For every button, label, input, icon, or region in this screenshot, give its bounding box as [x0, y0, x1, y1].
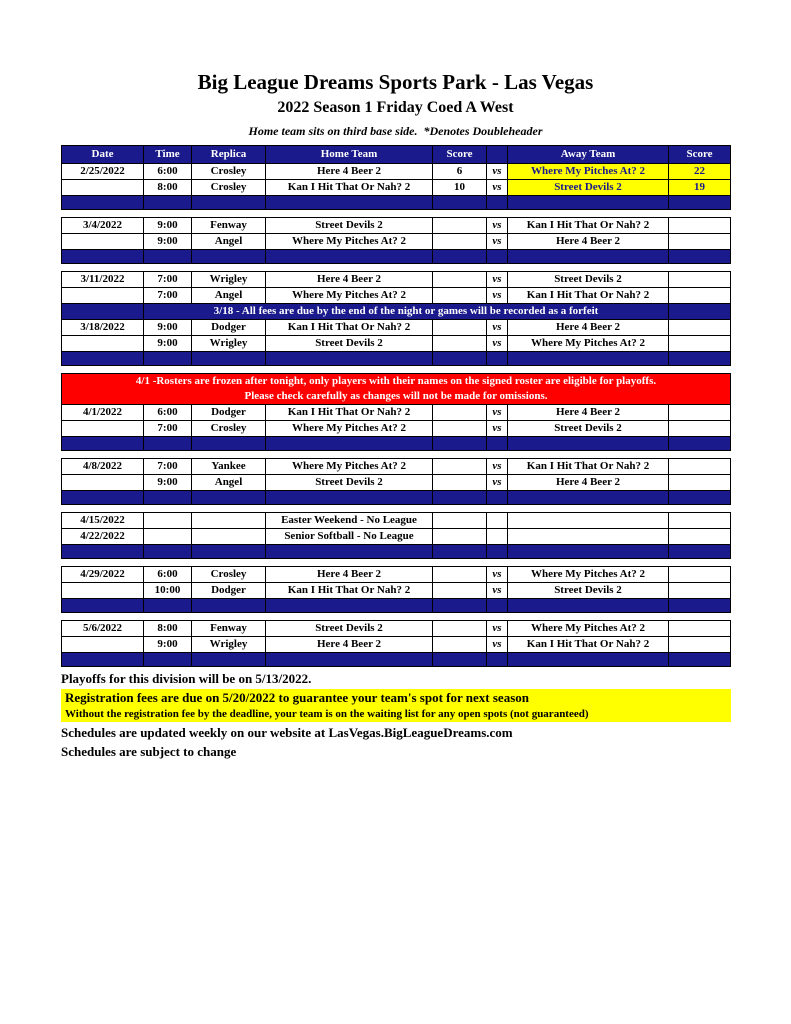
column-header-away-team: Away Team [507, 146, 668, 163]
schedule-table [61, 145, 731, 667]
time-cell [143, 545, 191, 558]
date-cell [61, 653, 143, 666]
home-team-cell: Kan I Hit That Or Nah? 2 [265, 320, 432, 335]
date-cell: 3/11/2022 [61, 272, 143, 287]
roster-freeze-note-row [61, 373, 731, 405]
away-score-cell [668, 336, 731, 351]
home-team-cell: Street Devils 2 [265, 336, 432, 351]
replica-cell: Crosley [191, 421, 265, 436]
away-score-cell [668, 475, 731, 490]
replica-cell: Angel [191, 234, 265, 249]
home-score-cell [432, 491, 486, 504]
roster-freeze-note [61, 374, 731, 404]
home-score-cell: 10 [432, 180, 486, 195]
date-cell [61, 250, 143, 263]
time-cell [143, 599, 191, 612]
home-team-cell: Kan I Hit That Or Nah? 2 [265, 405, 432, 420]
home-score-cell [432, 621, 486, 636]
time-cell [143, 653, 191, 666]
away-team-cell: Here 4 Beer 2 [507, 405, 668, 420]
subject-to-change-note: Schedules are subject to change [61, 744, 237, 759]
away-team-cell: Kan I Hit That Or Nah? 2 [507, 218, 668, 233]
away-score-cell [668, 196, 731, 209]
time-cell [143, 250, 191, 263]
time-cell [143, 491, 191, 504]
date-cell [61, 583, 143, 598]
away-score-cell [668, 272, 731, 287]
away-team-cell: Kan I Hit That Or Nah? 2 [507, 459, 668, 474]
note-left-cell [61, 304, 143, 319]
game-row [61, 637, 731, 653]
home-team-cell [265, 250, 432, 263]
home-score-cell [432, 637, 486, 652]
away-score-cell [668, 621, 731, 636]
home-team-cell: Senior Softball - No League [265, 529, 432, 544]
away-team-cell [507, 250, 668, 263]
home-score-cell [432, 529, 486, 544]
game-row [61, 458, 731, 475]
away-team-cell: Here 4 Beer 2 [507, 475, 668, 490]
home-team-cell [265, 545, 432, 558]
roster-freeze-note-line: Please check carefully as changes will not be made for omissions. [244, 390, 548, 402]
time-cell: 7:00 [143, 421, 191, 436]
home-team-cell [265, 437, 432, 450]
game-row [61, 620, 731, 637]
home-score-cell [432, 336, 486, 351]
away-score-cell: 19 [668, 180, 731, 195]
vs-cell: vs [486, 288, 507, 303]
vs-cell: vs [486, 637, 507, 652]
home-score-cell [432, 545, 486, 558]
note-right-cell [668, 304, 731, 319]
vs-cell [486, 513, 507, 528]
replica-cell: Angel [191, 475, 265, 490]
home-team-cell: Here 4 Beer 2 [265, 272, 432, 287]
away-team-cell [507, 437, 668, 450]
vs-cell [486, 529, 507, 544]
home-team-cell: Where My Pitches At? 2 [265, 459, 432, 474]
away-score-cell [668, 437, 731, 450]
away-score-cell [668, 250, 731, 263]
vs-cell [486, 437, 507, 450]
home-score-cell [432, 352, 486, 365]
group-gap [61, 451, 731, 458]
page-subtitle: 2022 Season 1 Friday Coed A West [277, 99, 514, 116]
group-gap [61, 613, 731, 620]
game-row [61, 180, 731, 196]
away-team-cell: Street Devils 2 [507, 272, 668, 287]
game-row [61, 405, 731, 421]
home-team-cell [265, 653, 432, 666]
away-score-cell [668, 637, 731, 652]
home-score-cell [432, 459, 486, 474]
column-header-home-score: Score [432, 146, 486, 163]
time-cell: 9:00 [143, 218, 191, 233]
away-team-cell: Street Devils 2 [507, 583, 668, 598]
date-cell: 3/4/2022 [61, 218, 143, 233]
home-score-cell [432, 421, 486, 436]
time-cell [143, 513, 191, 528]
away-team-cell: Where My Pitches At? 2 [507, 164, 668, 179]
away-score-cell [668, 583, 731, 598]
vs-cell: vs [486, 218, 507, 233]
replica-cell [191, 352, 265, 365]
away-team-cell [507, 196, 668, 209]
time-cell: 8:00 [143, 621, 191, 636]
time-cell: 7:00 [143, 288, 191, 303]
away-score-cell [668, 320, 731, 335]
home-score-cell [432, 437, 486, 450]
away-team-cell [507, 545, 668, 558]
group-gap [61, 559, 731, 566]
game-row [61, 583, 731, 599]
date-cell [61, 180, 143, 195]
away-score-cell [668, 599, 731, 612]
date-cell [61, 352, 143, 365]
vs-cell [486, 653, 507, 666]
vs-cell: vs [486, 320, 507, 335]
replica-cell: Wrigley [191, 637, 265, 652]
replica-cell: Dodger [191, 405, 265, 420]
roster-freeze-note-line: 4/1 -Rosters are frozen after tonight, only players with their names on the signed roster are eligible for playoffs. [135, 375, 657, 387]
away-team-cell [507, 529, 668, 544]
column-header-time: Time [143, 146, 191, 163]
time-cell: 7:00 [143, 272, 191, 287]
vs-cell: vs [486, 272, 507, 287]
time-cell: 7:00 [143, 459, 191, 474]
date-cell: 4/29/2022 [61, 567, 143, 582]
replica-cell: Crosley [191, 164, 265, 179]
home-score-cell [432, 475, 486, 490]
playoffs-note: Playoffs for this division will be on 5/13/2022. [61, 671, 312, 686]
game-row [61, 234, 731, 250]
away-score-cell [668, 491, 731, 504]
home-score-cell [432, 583, 486, 598]
date-cell: 4/15/2022 [61, 513, 143, 528]
away-team-cell: Here 4 Beer 2 [507, 234, 668, 249]
vs-cell: vs [486, 234, 507, 249]
registration-due-note: Registration fees are due on 5/20/2022 to guarantee your team's spot for next season [61, 689, 731, 707]
vs-cell [486, 352, 507, 365]
away-score-cell [668, 218, 731, 233]
home-team-note: Home team sits on third base side. *Denotes Doubleheader [248, 124, 543, 138]
replica-cell: Wrigley [191, 272, 265, 287]
away-team-cell [507, 653, 668, 666]
replica-cell: Fenway [191, 621, 265, 636]
replica-cell [191, 653, 265, 666]
vs-cell: vs [486, 180, 507, 195]
vs-cell: vs [486, 567, 507, 582]
home-score-cell [432, 405, 486, 420]
away-team-cell: Here 4 Beer 2 [507, 320, 668, 335]
home-score-cell [432, 513, 486, 528]
no-league-row [61, 529, 731, 545]
vs-cell [486, 545, 507, 558]
time-cell: 6:00 [143, 567, 191, 582]
home-score-cell [432, 288, 486, 303]
away-team-cell: Where My Pitches At? 2 [507, 567, 668, 582]
time-cell: 8:00 [143, 180, 191, 195]
vs-cell [486, 196, 507, 209]
footer-notes [61, 670, 731, 761]
date-cell: 5/6/2022 [61, 621, 143, 636]
date-cell [61, 491, 143, 504]
time-cell: 9:00 [143, 320, 191, 335]
fees-due-note: 3/18 - All fees are due by the end of the night or games will be recorded as a forfeit [143, 304, 668, 319]
home-team-cell: Kan I Hit That Or Nah? 2 [265, 583, 432, 598]
away-score-cell [668, 545, 731, 558]
date-cell: 3/18/2022 [61, 320, 143, 335]
column-header-away-score: Score [668, 146, 731, 163]
game-row [61, 566, 731, 583]
game-row [61, 288, 731, 304]
replica-cell: Angel [191, 288, 265, 303]
home-score-cell [432, 218, 486, 233]
replica-cell: Crosley [191, 567, 265, 582]
time-cell: 9:00 [143, 475, 191, 490]
away-score-cell: 22 [668, 164, 731, 179]
home-score-cell [432, 272, 486, 287]
date-cell [61, 545, 143, 558]
column-header-replica: Replica [191, 146, 265, 163]
separator-row [61, 653, 731, 667]
away-team-cell: Where My Pitches At? 2 [507, 621, 668, 636]
home-score-cell [432, 196, 486, 209]
home-team-cell: Street Devils 2 [265, 621, 432, 636]
group-gap [61, 210, 731, 217]
game-row [61, 421, 731, 437]
away-team-cell [507, 513, 668, 528]
away-score-cell [668, 234, 731, 249]
time-cell: 9:00 [143, 336, 191, 351]
away-team-cell: Street Devils 2 [507, 421, 668, 436]
website-note: Schedules are updated weekly on our website at LasVegas.BigLeagueDreams.com [61, 725, 513, 740]
replica-cell [191, 437, 265, 450]
group-gap [61, 264, 731, 271]
home-score-cell [432, 234, 486, 249]
time-cell [143, 196, 191, 209]
away-score-cell [668, 288, 731, 303]
replica-cell [191, 599, 265, 612]
time-cell: 9:00 [143, 637, 191, 652]
replica-cell: Yankee [191, 459, 265, 474]
column-header-date: Date [61, 146, 143, 163]
replica-cell: Dodger [191, 583, 265, 598]
home-team-cell [265, 196, 432, 209]
home-score-cell [432, 567, 486, 582]
game-row [61, 217, 731, 234]
home-score-cell [432, 250, 486, 263]
separator-row [61, 599, 731, 613]
date-cell [61, 196, 143, 209]
vs-cell: vs [486, 459, 507, 474]
away-team-cell: Kan I Hit That Or Nah? 2 [507, 288, 668, 303]
time-cell [143, 352, 191, 365]
home-team-cell: Kan I Hit That Or Nah? 2 [265, 180, 432, 195]
time-cell: 6:00 [143, 405, 191, 420]
time-cell: 10:00 [143, 583, 191, 598]
away-team-cell [507, 599, 668, 612]
table-header-row [61, 145, 731, 164]
date-cell: 4/22/2022 [61, 529, 143, 544]
home-score-cell [432, 599, 486, 612]
vs-cell [486, 599, 507, 612]
time-cell [143, 437, 191, 450]
home-team-cell: Street Devils 2 [265, 218, 432, 233]
vs-cell [486, 491, 507, 504]
vs-cell: vs [486, 405, 507, 420]
date-cell [61, 437, 143, 450]
separator-row [61, 491, 731, 505]
replica-cell [191, 529, 265, 544]
replica-cell [191, 196, 265, 209]
date-cell [61, 637, 143, 652]
page-title: Big League Dreams Sports Park - Las Vegas [197, 70, 594, 94]
home-team-cell: Where My Pitches At? 2 [265, 421, 432, 436]
date-cell [61, 234, 143, 249]
away-team-cell [507, 352, 668, 365]
vs-cell: vs [486, 164, 507, 179]
home-team-cell [265, 352, 432, 365]
game-row [61, 320, 731, 336]
away-score-cell [668, 567, 731, 582]
away-score-cell [668, 529, 731, 544]
game-row [61, 336, 731, 352]
separator-row [61, 437, 731, 451]
date-cell [61, 475, 143, 490]
vs-cell: vs [486, 583, 507, 598]
game-row [61, 475, 731, 491]
home-team-cell: Easter Weekend - No League [265, 513, 432, 528]
no-league-row [61, 512, 731, 529]
away-team-cell: Street Devils 2 [507, 180, 668, 195]
time-cell [143, 529, 191, 544]
separator-row [61, 250, 731, 264]
vs-cell: vs [486, 621, 507, 636]
replica-cell: Fenway [191, 218, 265, 233]
home-team-cell: Where My Pitches At? 2 [265, 234, 432, 249]
date-cell: 2/25/2022 [61, 164, 143, 179]
separator-row [61, 545, 731, 559]
fees-due-note-row [61, 304, 731, 320]
replica-cell: Wrigley [191, 336, 265, 351]
time-cell: 6:00 [143, 164, 191, 179]
date-cell: 4/8/2022 [61, 459, 143, 474]
home-team-cell: Here 4 Beer 2 [265, 164, 432, 179]
home-team-cell [265, 491, 432, 504]
home-team-cell: Street Devils 2 [265, 475, 432, 490]
separator-row [61, 352, 731, 366]
away-team-cell: Where My Pitches At? 2 [507, 336, 668, 351]
away-team-cell [507, 491, 668, 504]
home-team-cell: Here 4 Beer 2 [265, 637, 432, 652]
away-score-cell [668, 459, 731, 474]
home-score-cell [432, 653, 486, 666]
vs-cell: vs [486, 475, 507, 490]
game-row [61, 164, 731, 180]
away-score-cell [668, 421, 731, 436]
date-cell [61, 421, 143, 436]
away-team-cell: Kan I Hit That Or Nah? 2 [507, 637, 668, 652]
separator-row [61, 196, 731, 210]
replica-cell: Crosley [191, 180, 265, 195]
home-team-cell: Here 4 Beer 2 [265, 567, 432, 582]
column-header-vs [486, 146, 507, 163]
away-score-cell [668, 513, 731, 528]
date-cell [61, 599, 143, 612]
vs-cell: vs [486, 336, 507, 351]
replica-cell [191, 491, 265, 504]
date-cell [61, 288, 143, 303]
replica-cell: Dodger [191, 320, 265, 335]
away-score-cell [668, 405, 731, 420]
replica-cell [191, 250, 265, 263]
replica-cell [191, 545, 265, 558]
date-cell: 4/1/2022 [61, 405, 143, 420]
away-score-cell [668, 653, 731, 666]
date-cell [61, 336, 143, 351]
home-team-cell: Where My Pitches At? 2 [265, 288, 432, 303]
registration-warning-note: Without the registration fee by the deadline, your team is on the waiting list for any open spots (not guaranteed) [61, 707, 731, 722]
game-row [61, 271, 731, 288]
home-score-cell [432, 320, 486, 335]
vs-cell: vs [486, 421, 507, 436]
home-team-cell [265, 599, 432, 612]
time-cell: 9:00 [143, 234, 191, 249]
home-score-cell: 6 [432, 164, 486, 179]
vs-cell [486, 250, 507, 263]
group-gap [61, 505, 731, 512]
group-gap [61, 366, 731, 373]
replica-cell [191, 513, 265, 528]
column-header-home-team: Home Team [265, 146, 432, 163]
away-score-cell [668, 352, 731, 365]
